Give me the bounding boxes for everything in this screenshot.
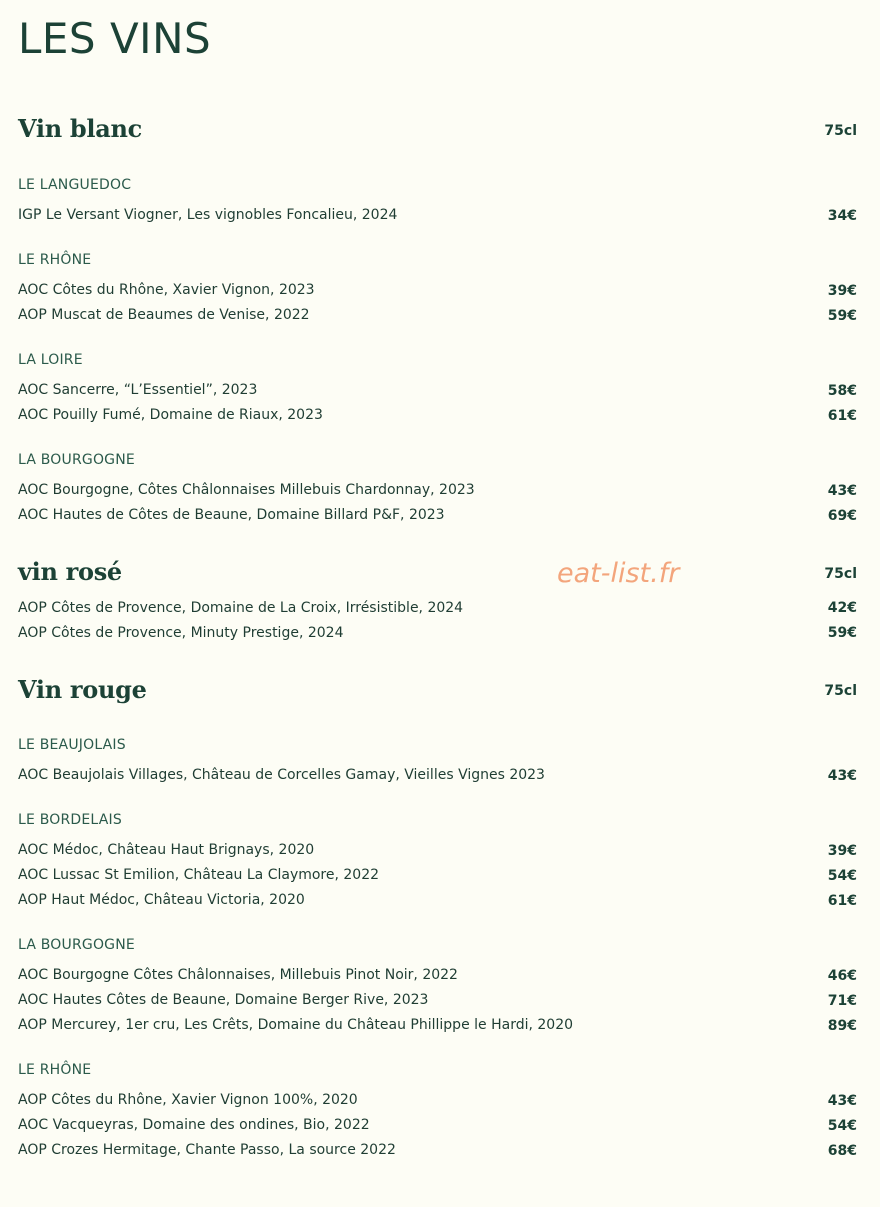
region-heading: LE RHÔNE [18, 252, 92, 268]
wine-price: 61€ [827, 893, 857, 909]
watermark-text: eat-list.fr [557, 558, 680, 589]
region-heading: LA BOURGOGNE [18, 452, 135, 468]
wine-price: 59€ [827, 308, 857, 324]
wine-name: AOC Bourgogne Côtes Châlonnaises, Millebuis Pinot Noir, 2022 [18, 967, 458, 983]
wine-name: AOC Pouilly Fumé, Domaine de Riaux, 2023 [18, 407, 323, 423]
wine-price: 61€ [827, 408, 857, 424]
wine-price: 39€ [827, 283, 857, 299]
section-unit-vin-rose: 75cl [824, 566, 857, 582]
section-unit-vin-rouge: 75cl [824, 683, 857, 699]
wine-name: AOP Mercurey, 1er cru, Les Crêts, Domaine du Château Phillippe le Hardi, 2020 [18, 1017, 574, 1033]
wine-name: AOC Sancerre, “L’Essentiel”, 2023 [18, 382, 258, 398]
section-title-vin-rouge: Vin rouge [18, 675, 147, 704]
wine-price: 34€ [827, 208, 857, 224]
wine-price: 54€ [827, 868, 857, 884]
region-heading: LA LOIRE [18, 352, 83, 368]
wine-price: 43€ [827, 1093, 857, 1109]
wine-price: 58€ [827, 383, 857, 399]
region-heading: LE BEAUJOLAIS [18, 737, 126, 753]
wine-price: 46€ [827, 968, 857, 984]
wine-name: AOC Médoc, Château Haut Brignays, 2020 [18, 842, 315, 858]
wine-price: 39€ [827, 843, 857, 859]
wine-name: AOP Côtes de Provence, Minuty Prestige, 2024 [18, 625, 344, 641]
page-title: LES VINS [18, 14, 212, 63]
wine-name: AOP Crozes Hermitage, Chante Passo, La source 2022 [18, 1142, 396, 1158]
wine-price: 71€ [827, 993, 857, 1009]
wine-price: 43€ [827, 483, 857, 499]
wine-name: AOC Lussac St Emilion, Château La Claymore, 2022 [18, 867, 380, 883]
wine-name: AOP Haut Médoc, Château Victoria, 2020 [18, 892, 305, 908]
wine-name: AOC Bourgogne, Côtes Châlonnaises Millebuis Chardonnay, 2023 [18, 482, 475, 498]
region-heading: LE RHÔNE [18, 1062, 92, 1078]
wine-name: AOP Côtes du Rhône, Xavier Vignon 100%, 2020 [18, 1092, 358, 1108]
wine-name: AOC Hautes Côtes de Beaune, Domaine Berger Rive, 2023 [18, 992, 429, 1008]
wine-price: 59€ [827, 625, 857, 641]
wine-name: AOC Côtes du Rhône, Xavier Vignon, 2023 [18, 282, 315, 298]
section-unit-vin-blanc: 75cl [824, 123, 857, 139]
wine-name: AOC Beaujolais Villages, Château de Corcelles Gamay, Vieilles Vignes 2023 [18, 767, 545, 783]
section-title-vin-rose: vin rosé [18, 557, 122, 586]
region-heading: LE BORDELAIS [18, 812, 122, 828]
wine-name: IGP Le Versant Viogner, Les vignobles Foncalieu, 2024 [18, 207, 398, 223]
wine-name: AOC Hautes de Côtes de Beaune, Domaine Billard P&F, 2023 [18, 507, 445, 523]
wine-name: AOP Muscat de Beaumes de Venise, 2022 [18, 307, 310, 323]
wine-price: 42€ [827, 600, 857, 616]
wine-price: 54€ [827, 1118, 857, 1134]
region-heading: LA BOURGOGNE [18, 937, 135, 953]
section-title-vin-blanc: Vin blanc [18, 114, 142, 143]
wine-price: 43€ [827, 768, 857, 784]
wine-price: 69€ [827, 508, 857, 524]
wine-price: 89€ [827, 1018, 857, 1034]
region-heading: LE LANGUEDOC [18, 177, 132, 193]
wine-name: AOP Côtes de Provence, Domaine de La Croix, Irrésistible, 2024 [18, 600, 464, 616]
wine-name: AOC Vacqueyras, Domaine des ondines, Bio, 2022 [18, 1117, 370, 1133]
wine-price: 68€ [827, 1143, 857, 1159]
